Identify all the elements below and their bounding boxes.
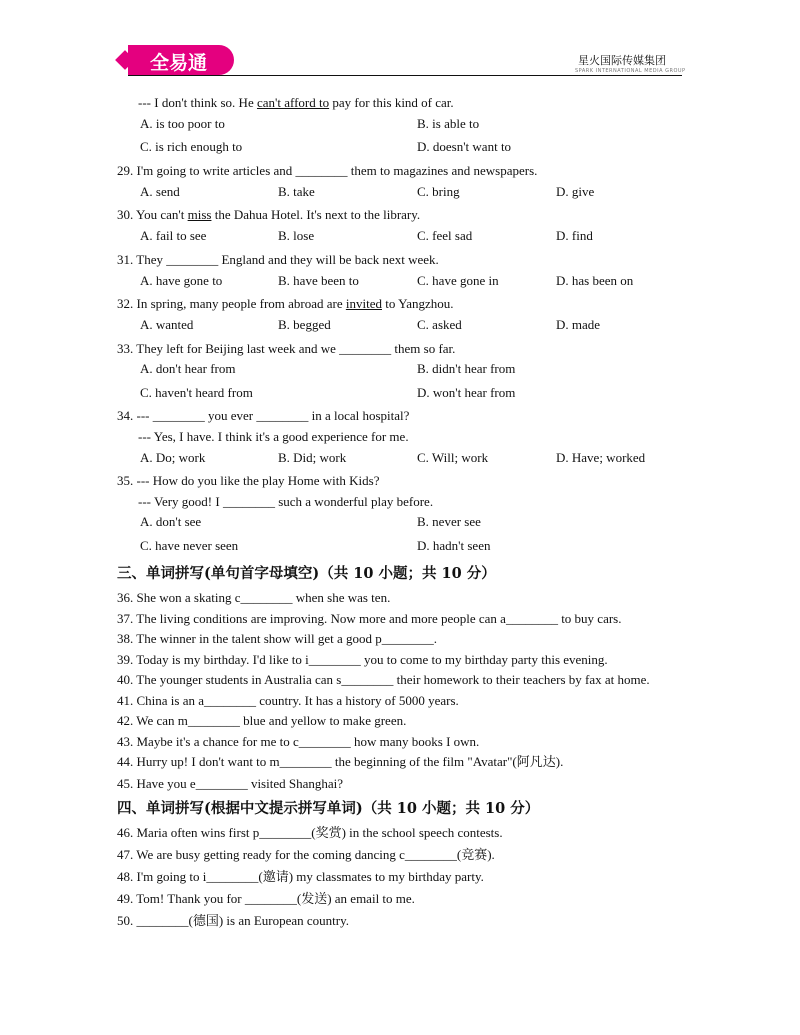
section3-item: 36. She won a skating c________ when she was ten. — [117, 590, 391, 605]
q34-option-b: B. Did; work — [278, 450, 347, 465]
section4-item: 46. Maria often wins first p________(奖赏) in the school speech contests. — [117, 825, 503, 840]
section3-item: 38. The winner in the talent show will get a good p________. — [117, 631, 438, 646]
q33-option-a: A. don't hear from — [140, 361, 236, 376]
q31-option-a: A. have gone to — [140, 273, 223, 288]
q34-option-c: C. Will; work — [417, 450, 489, 465]
q32-option-b: B. begged — [278, 317, 331, 332]
q29-option-d: D. give — [556, 184, 595, 199]
section4-item: 47. We are busy getting ready for the coming dancing c________(竞赛). — [117, 847, 495, 862]
brand-subtitle: SPARK INTERNATIONAL MEDIA GROUP — [575, 68, 686, 74]
section4-item: 50. ________(德国) is an European country. — [117, 913, 350, 928]
q31-option-b: B. have been to — [278, 273, 359, 288]
q31-option-d: D. has been on — [556, 273, 634, 288]
q30-stem-pre: 30. You can't — [117, 207, 188, 222]
section3-heading: 三、单词拼写(单句首字母填空)（共 10 小题；共 10 分） — [117, 565, 496, 582]
q29-stem: 29. I'm going to write articles and ________ them to magazines and newspapers. — [117, 163, 538, 178]
logo-text: 全易通 — [150, 52, 208, 74]
q32-stem-pre: 32. In spring, many people from abroad are — [117, 296, 346, 311]
q34-option-a: A. Do; work — [140, 450, 206, 465]
q35-reply: --- Very good! I ________ such a wonderful play before. — [138, 494, 434, 509]
q34-option-d: D. Have; worked — [556, 450, 646, 465]
q28-reply-post: pay for this kind of car. — [329, 95, 454, 110]
section3-item: 41. China is an a________ country. It has a history of 5000 years. — [117, 693, 459, 708]
q30-option-a: A. fail to see — [140, 228, 207, 243]
section3-item: 40. The younger students in Australia can s________ their homework to their teachers by fax at home. — [117, 672, 650, 687]
q32-stem — [117, 296, 454, 312]
q28-option-a: A. is too poor to — [140, 116, 225, 131]
q28-option-b: B. is able to — [417, 116, 480, 131]
q33-option-b: B. didn't hear from — [417, 361, 516, 376]
q30-stem-underlined: miss — [187, 207, 212, 222]
section3-item: 42. We can m________ blue and yellow to make green. — [117, 713, 407, 728]
q35-option-a: A. don't see — [140, 514, 202, 529]
q32-stem-underlined: invited — [345, 296, 382, 311]
q28-option-d: D. doesn't want to — [417, 139, 512, 154]
q30-stem-post: the Dahua Hotel. It's next to the library. — [211, 207, 421, 222]
section4-item: 48. I'm going to i________(邀请) my classmates to my birthday party. — [117, 869, 484, 884]
q34-reply: --- Yes, I have. I think it's a good experience for me. — [138, 429, 409, 444]
q33-stem: 33. They left for Beijing last week and we ________ them so far. — [117, 341, 456, 356]
q28-option-c: C. is rich enough to — [140, 139, 243, 154]
q35-option-b: B. never see — [417, 514, 481, 529]
section3-item: 37. The living conditions are improving. Now more and more people can a________ to buy cars. — [117, 611, 622, 626]
brand-name: 星火国际传媒集团 — [578, 54, 666, 67]
section3-item: 43. Maybe it's a chance for me to c________ how many books I own. — [117, 734, 480, 749]
q33-option-c: C. haven't heard from — [140, 385, 253, 400]
q29-option-b: B. take — [278, 184, 315, 199]
q35-option-c: C. have never seen — [140, 538, 239, 553]
section3-item: 45. Have you e________ visited Shanghai? — [117, 776, 344, 791]
q32-stem-post: to Yangzhou. — [381, 296, 454, 311]
section4-heading: 四、单词拼写(根据中文提示拼写单词)（共 10 小题；共 10 分） — [117, 800, 540, 817]
q30-option-c: C. feel sad — [417, 228, 473, 243]
q34-stem: 34. --- ________ you ever ________ in a local hospital? — [117, 408, 410, 423]
q28-reply-underlined: can't afford to — [256, 95, 330, 110]
q32-option-d: D. made — [556, 317, 601, 332]
q29-option-a: A. send — [140, 184, 180, 199]
q35-stem: 35. --- How do you like the play Home with Kids? — [117, 473, 380, 488]
section3-item: 39. Today is my birthday. I'd like to i________ you to come to my birthday party this evening. — [117, 652, 608, 667]
q32-option-c: C. asked — [417, 317, 462, 332]
q30-option-b: B. lose — [278, 228, 315, 243]
q33-option-d: D. won't hear from — [417, 385, 516, 400]
q29-option-c: C. bring — [417, 184, 460, 199]
logo — [128, 45, 234, 75]
q28-reply — [138, 95, 454, 111]
header-rule — [128, 75, 682, 76]
q32-option-a: A. wanted — [140, 317, 194, 332]
q28-reply-pre: --- I don't think so. He — [138, 95, 257, 110]
q31-option-c: C. have gone in — [417, 273, 499, 288]
q30-stem — [117, 207, 420, 223]
q30-option-d: D. find — [556, 228, 593, 243]
section4-item: 49. Tom! Thank you for ________(发送) an email to me. — [117, 891, 415, 906]
q35-option-d: D. hadn't seen — [417, 538, 491, 553]
q31-stem: 31. They ________ England and they will be back next week. — [117, 252, 439, 267]
section3-item: 44. Hurry up! I don't want to m________ the beginning of the film "Avatar"(阿凡达). — [117, 754, 564, 769]
